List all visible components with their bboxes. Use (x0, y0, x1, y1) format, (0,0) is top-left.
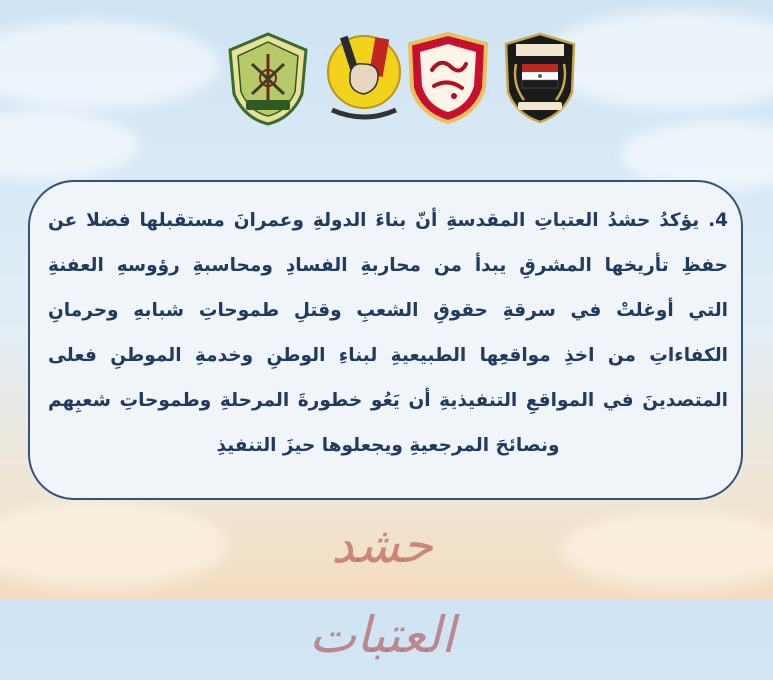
watermark-calligraphy: حشد العتبات (309, 516, 455, 664)
green-emblem-logo (222, 30, 314, 126)
statement-text (48, 198, 728, 468)
logo-row (0, 30, 773, 140)
statement-line: 4. يؤكدُ حشدُ العتباتِ المقدسةِ أنّ بناءَ الدولةِ وعمرانَ مستقبلها فضلا عن (48, 210, 728, 231)
statement-line: حفظِ تأريخها المشرقِ يبدأ من محاربةِ الفسادِ ومحاسبةِ رؤوسهِ العفنةِ (48, 255, 728, 276)
cloud (0, 500, 230, 590)
statement-line: الكفاءاتِ من اخذِ مواقعِها الطبيعيةِ لبناءِ الوطنِ وخدمةِ الموطنِ فعلى (48, 345, 728, 366)
statement-line: ونصائحَ المرجعيةِ ويجعلوها حيزَ التنفيذِ (216, 435, 560, 456)
cloud (560, 510, 773, 590)
statement-line: التي أوغلتْ في سرقةِ حقوقِ الشعبِ وقتلِ طموحاتِ شبابهِ وحرمانِ (48, 300, 728, 321)
statement-line: المتصدينَ في المواقعِ التنفيذيةِ أن يَعُو خطورةَ المرحلةِ وطموحاتِ شعبِهم (48, 390, 728, 411)
yellow-fist-logo (322, 30, 406, 126)
black-shield-logo (502, 30, 578, 126)
red-calligraphy-logo (404, 30, 492, 126)
